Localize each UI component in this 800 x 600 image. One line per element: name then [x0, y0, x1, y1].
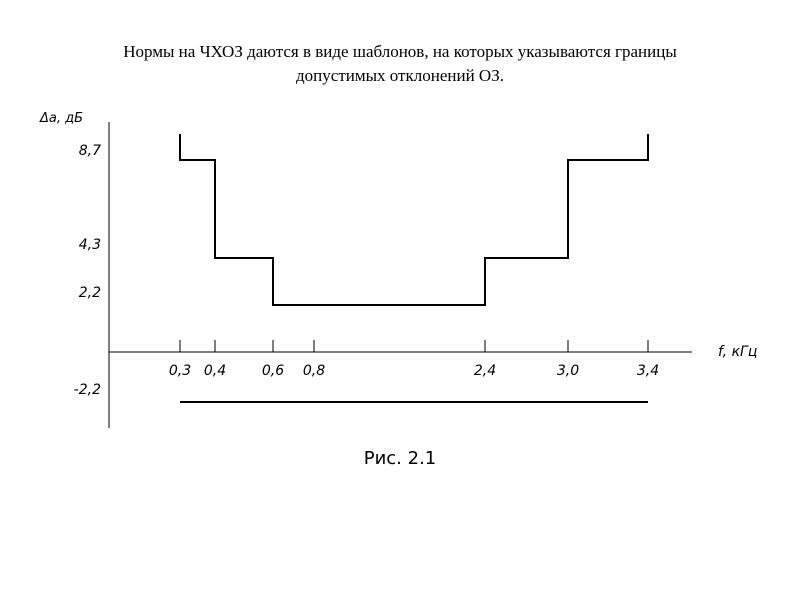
y-axis-label: Δа, дБ [40, 111, 84, 126]
x-tick-label: 3,0 [556, 363, 580, 379]
figure-label: Рис. 2.1 [363, 448, 437, 469]
x-ticks [169, 340, 659, 379]
x-tick-label: 3,4 [636, 363, 660, 379]
x-tick-label: 0,6 [261, 363, 285, 379]
y-tick-label: 2,2 [78, 285, 101, 301]
x-tick-label: 0,4 [203, 363, 227, 379]
series [180, 134, 648, 402]
x-tick-label: 0,3 [168, 363, 192, 379]
y-tick-label: 8,7 [78, 143, 101, 159]
axes [109, 122, 692, 428]
y-tick-label: 4,3 [78, 237, 101, 253]
caption-line-2: допустимых отклонений ОЗ. [296, 66, 504, 85]
y-tick-label: -2,2 [73, 382, 101, 398]
x-tick-label: 0,8 [302, 363, 326, 379]
x-tick-label: 2,4 [473, 363, 497, 379]
caption-line-1: Нормы на ЧХОЗ даются в виде шаблонов, на которых указываются границы [123, 42, 677, 61]
y-ticks [74, 143, 101, 398]
x-axis-label: f, кГц [718, 344, 758, 360]
upper-bound-line [180, 134, 648, 305]
